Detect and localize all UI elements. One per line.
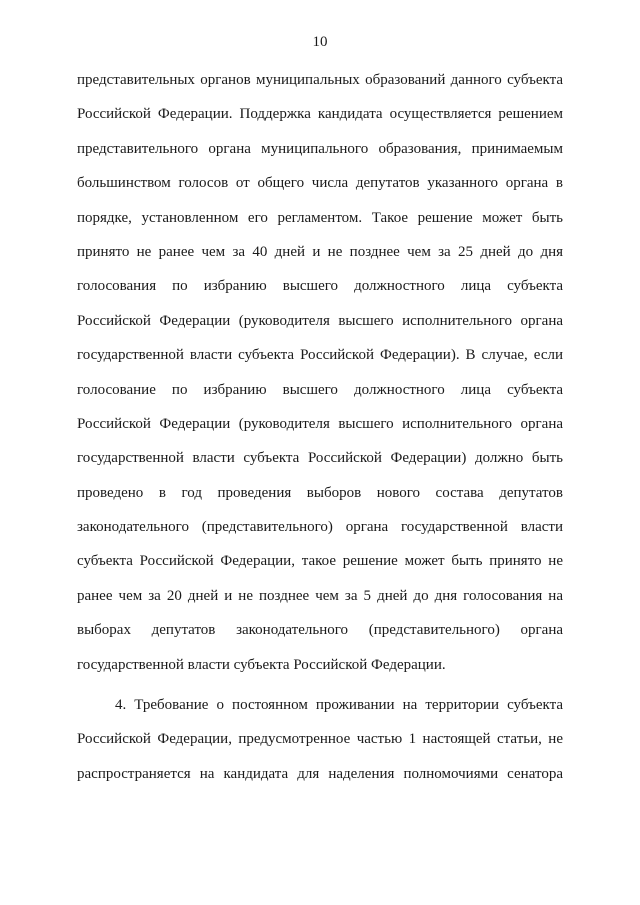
text-line: государственной власти субъекта Российской Федерации) должно быть [77, 450, 563, 467]
text-line: ранее чем за 20 дней и не позднее чем за 5 дней до дня голосования на [77, 587, 563, 604]
text-line: распространяется на кандидата для наделения полномочиями сенатора [77, 765, 563, 782]
text-line: Российской Федерации (руководителя высшего исполнительного органа [77, 415, 563, 432]
text-line: большинством голосов от общего числа депутатов указанного органа в [77, 175, 563, 192]
text-line: субъекта Российской Федерации, такое решение может быть принято не [77, 553, 563, 570]
text-line: законодательного (представительного) органа государственной власти [77, 519, 563, 536]
text-line: Российской Федерации (руководителя высшего исполнительного органа [77, 312, 563, 329]
text-line: Российской Федерации, предусмотренное частью 1 настоящей статьи, не [77, 731, 563, 748]
text-line: государственной власти субъекта Российской Федерации). В случае, если [77, 347, 563, 364]
text-line: представительных органов муниципальных образований данного субъекта [77, 72, 563, 88]
paragraph-item-4 [77, 695, 563, 798]
text-line: принято не ранее чем за 40 дней и не позднее чем за 25 дней до дня [77, 243, 563, 260]
paragraph-continuation [77, 70, 563, 689]
text-line: представительного органа муниципального образования, принимаемым [77, 140, 563, 157]
text-line: голосование по избранию высшего должностного лица субъекта [77, 381, 563, 398]
text-line: государственной власти субъекта Российской Федерации. [77, 656, 446, 673]
text-line: выборах депутатов законодательного (представительного) органа [77, 622, 563, 639]
page-number: 10 [312, 34, 328, 50]
text-line: Российской Федерации. Поддержка кандидата осуществляется решением [77, 106, 563, 123]
text-line: голосования по избранию высшего должностного лица субъекта [77, 278, 563, 295]
text-line: проведено в год проведения выборов нового состава депутатов [77, 484, 563, 501]
text-line: 4. Требование о постоянном проживании на территории субъекта [115, 697, 563, 713]
text-line: порядке, установленном его регламентом. Такое решение может быть [77, 209, 563, 226]
